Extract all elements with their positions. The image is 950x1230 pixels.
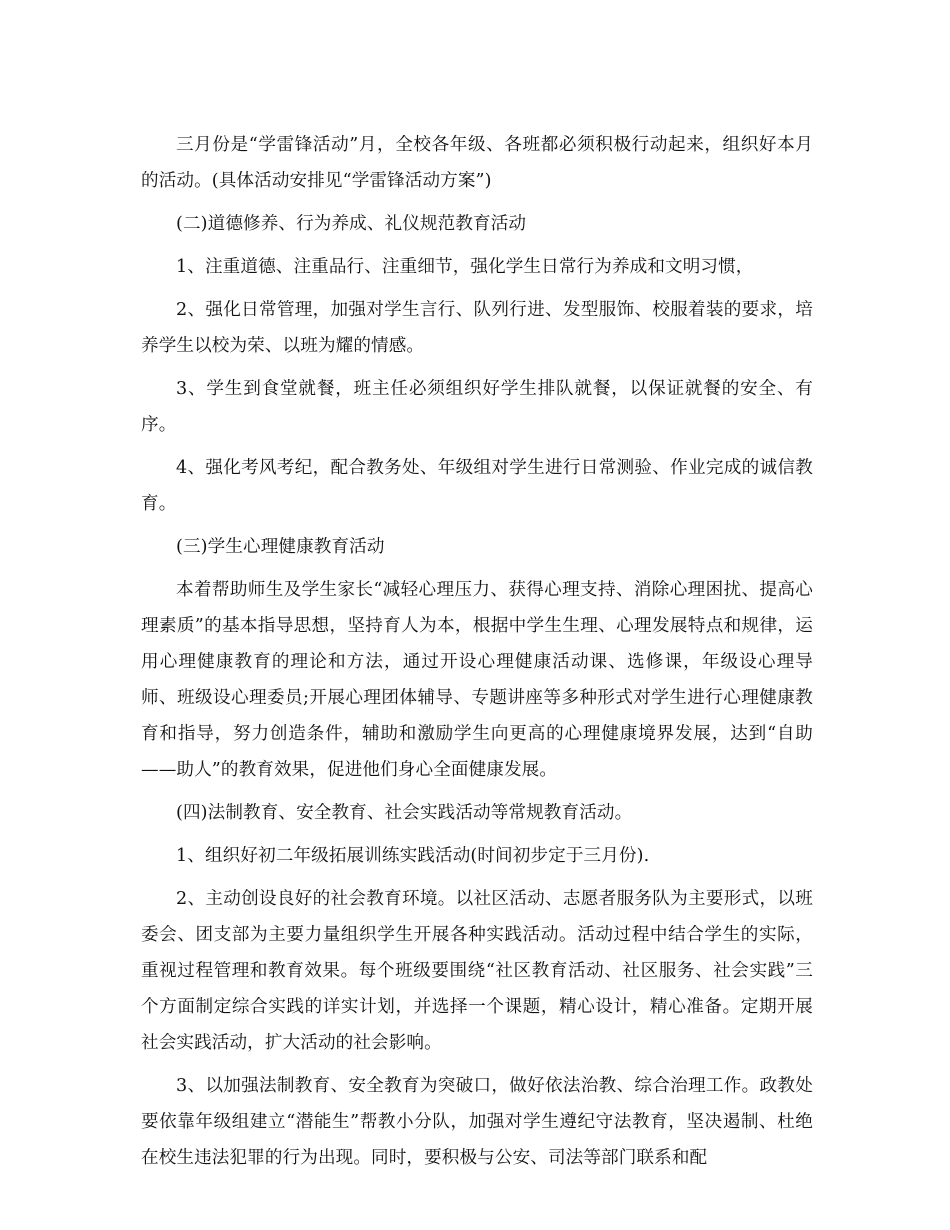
section-heading-2: (二)道德修养、行为养成、礼仪规范教育活动 bbox=[176, 214, 527, 234]
list-item-practice-2: 2、主动创设良好的社会教育环境。以社区活动、志愿者服务队为主要形式，以班委会、团支部为主要力量组织学生开展各种实践活动。活动过程中结合学生的实际，重视过程管理和教育效果。每个班级要围绕“社区教育活动、社区服务、社会实践”三个方面制定综合实践的详实计划，并选择一个课题，精心设计，精心准备。定期开展社会实践活动，扩大活动的社会影响。 bbox=[141, 889, 813, 1053]
section-heading-3: (三)学生心理健康教育活动 bbox=[176, 537, 385, 557]
list-item-practice-1: 1、组织好初二年级拓展训练实践活动(时间初步定于三月份). bbox=[176, 846, 650, 866]
section-heading-4: (四)法制教育、安全教育、社会实践活动等常规教育活动。 bbox=[176, 803, 633, 823]
list-item-1: 1、注重道德、注重品行、注重细节，强化学生日常行为养成和文明习惯， bbox=[176, 257, 754, 277]
paragraph-march-activity: 三月份是“学雷锋活动”月，全校各年级、各班都必须积极行动起来，组织好本月的活动。(具体活动安排见“学雷锋活动方案”) bbox=[141, 135, 813, 191]
paragraph-mental-health: 本着帮助师生及学生家长“减轻心理压力、获得心理支持、消除心理困扰、提高心理素质”的基本指导思想，坚持育人为本，根据中学生生理、心理发展特点和规律，运用心理健康教育的理论和方法，通过开设心理健康活动课、选修课，年级设心理导师、班级设心理委员;开展心理团体辅导、专题讲座等多种形式对学生进行心理健康教育和指导，努力创造条件，辅助和激励学生向更高的心理健康境界发展，达到“自助——助人”的教育效果，促进他们身心全面健康发展。 bbox=[141, 580, 813, 780]
list-item-3: 3、学生到食堂就餐，班主任必须组织好学生排队就餐，以保证就餐的安全、有序。 bbox=[141, 379, 813, 435]
list-item-2: 2、强化日常管理，加强对学生言行、队列行进、发型服饰、校服着装的要求，培养学生以校为荣、以班为耀的情感。 bbox=[141, 300, 813, 356]
list-item-4: 4、强化考风考纪，配合教务处、年级组对学生进行日常测验、作业完成的诚信教育。 bbox=[141, 458, 813, 514]
document-page bbox=[141, 127, 813, 1183]
list-item-practice-3: 3、以加强法制教育、安全教育为突破口，做好依法治教、综合治理工作。政教处要依靠年级组建立“潜能生”帮教小分队，加强对学生遵纪守法教育，坚决遏制、杜绝在校生违法犯罪的行为出现。同时，要积极与公安、司法等部门联系和配 bbox=[141, 1076, 813, 1168]
